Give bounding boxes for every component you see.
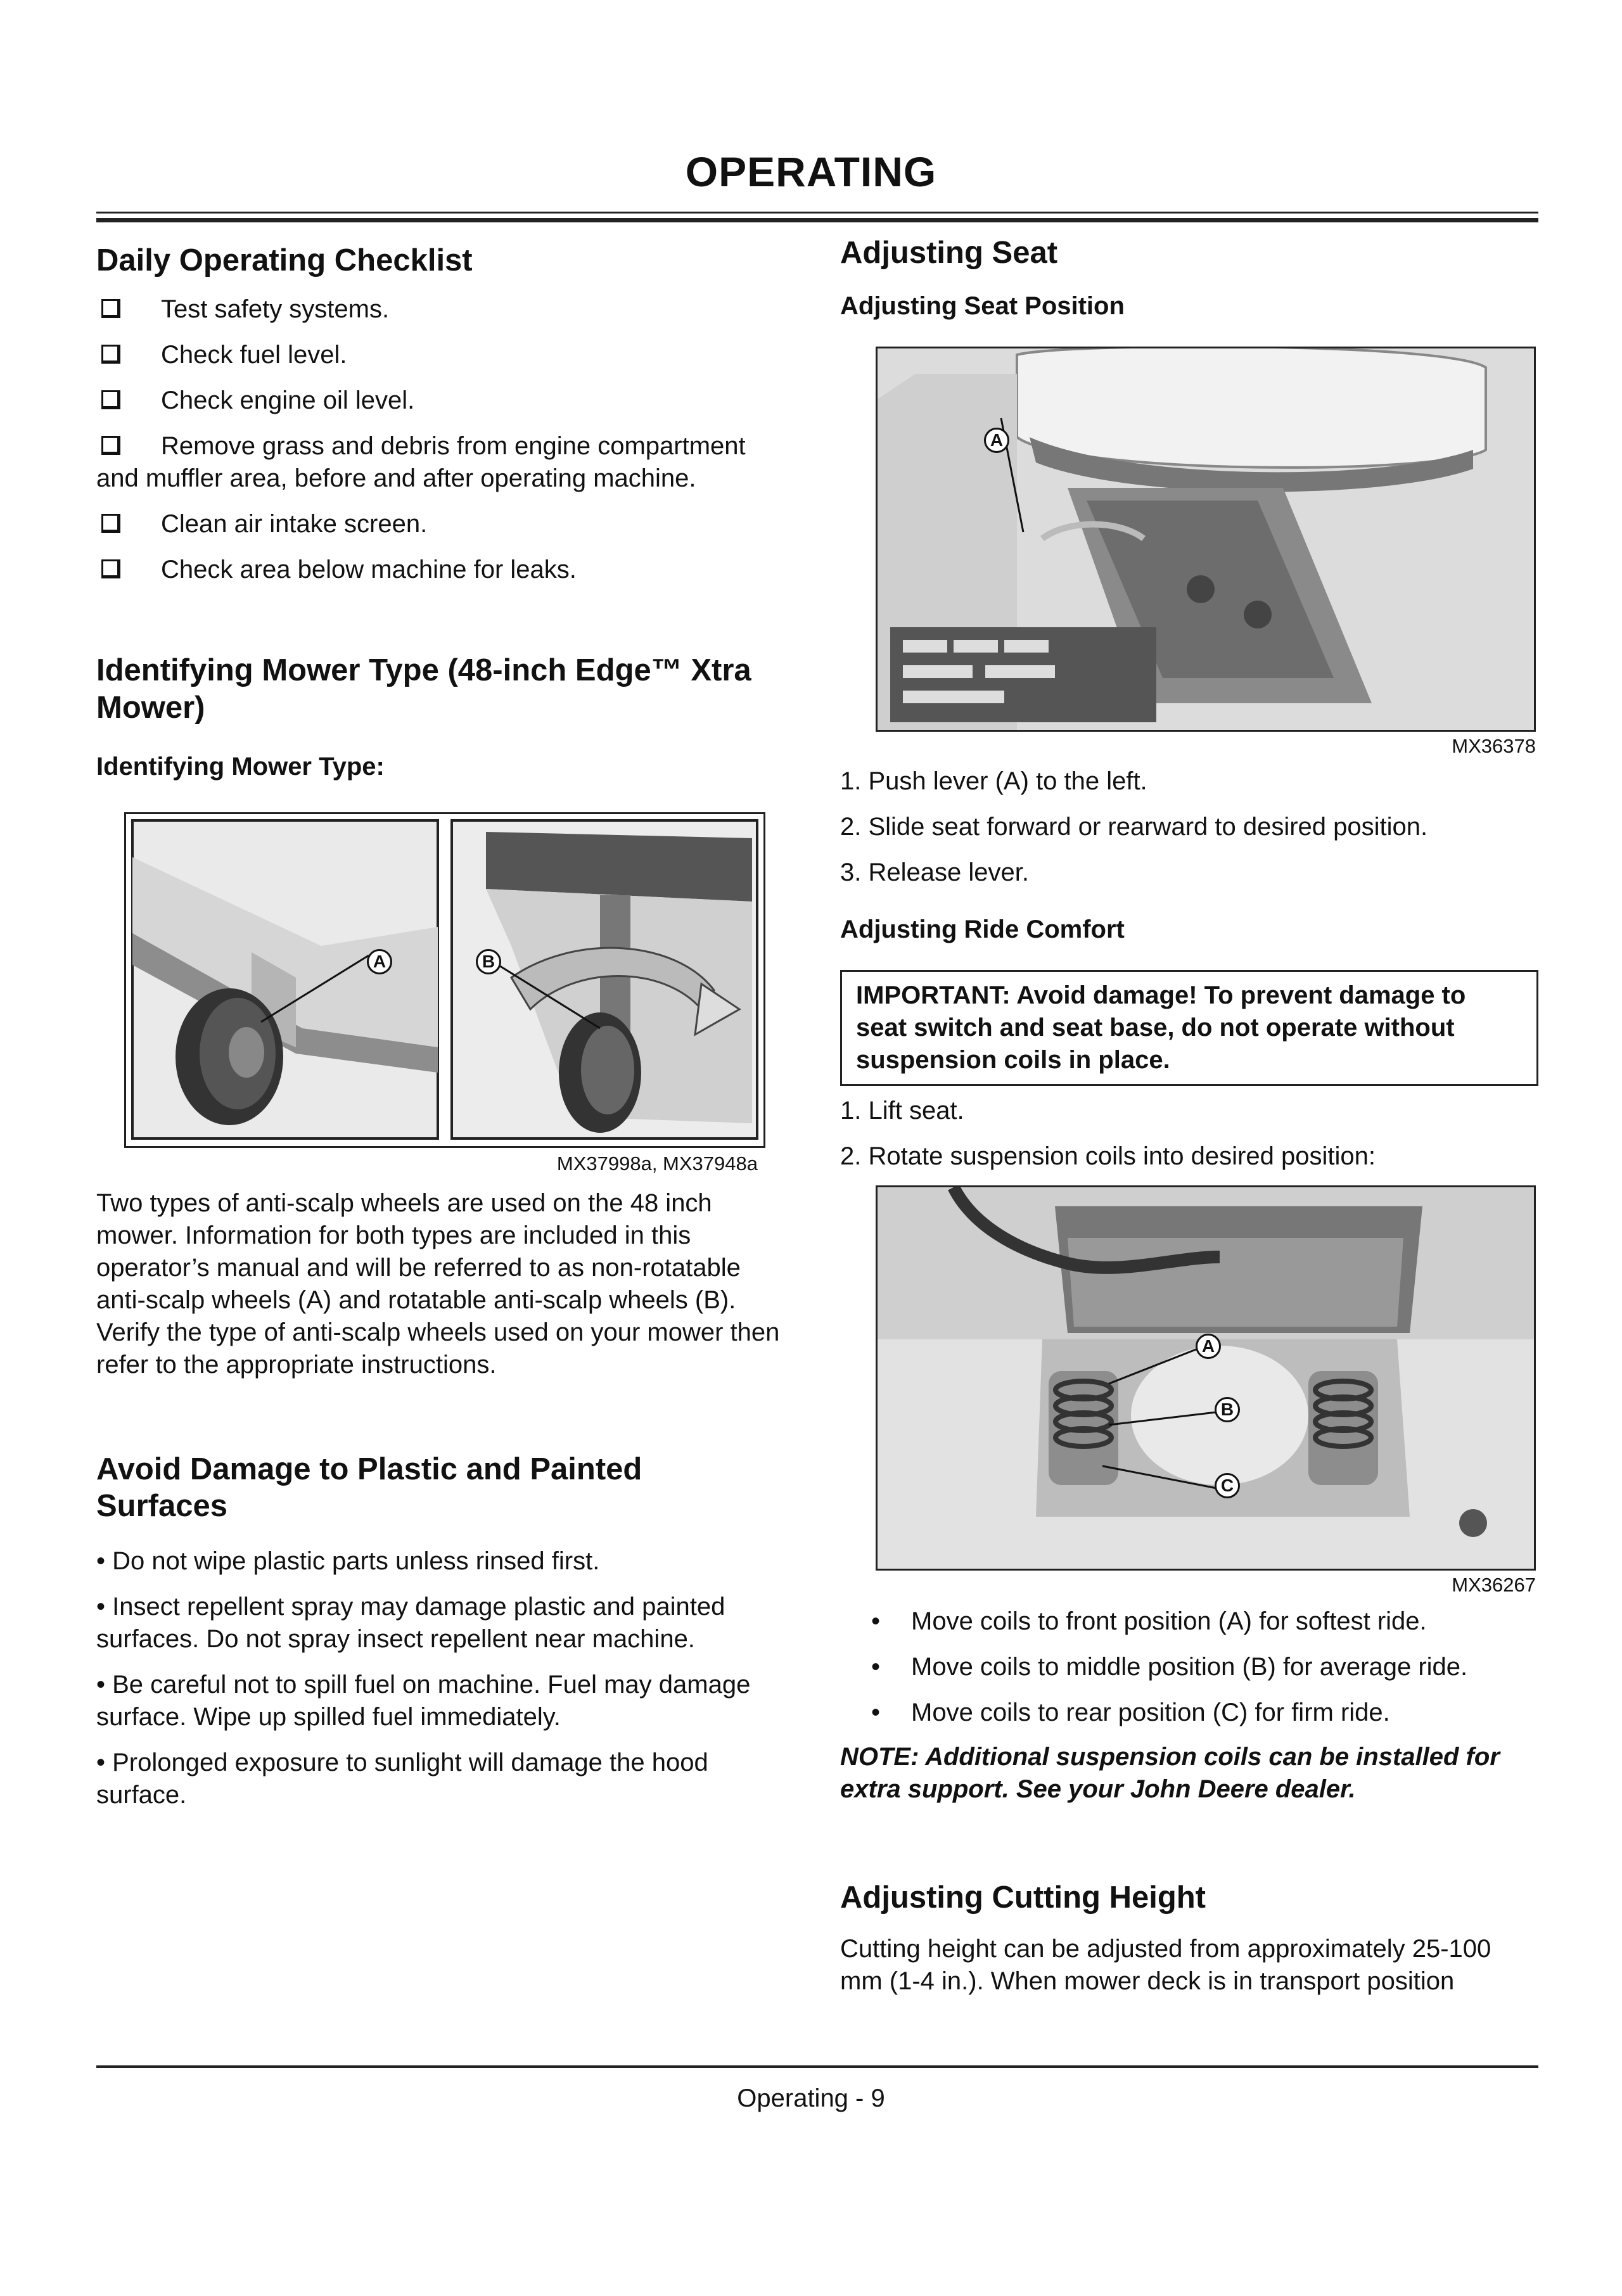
figure-frame: [876, 347, 1536, 732]
checklist-item-text: Check area below machine for leaks.: [161, 555, 577, 584]
callout-b: B: [476, 949, 501, 974]
checkbox-icon: [101, 390, 120, 409]
page-title: OPERATING: [685, 148, 937, 195]
adjusting-seat-heading: Adjusting Seat: [840, 236, 1058, 270]
suspension-coils-illustration: [878, 1187, 1534, 1569]
anti-scalp-wheels-illustration: [131, 819, 758, 1141]
mower-type-subheading: Identifying Mower Type:: [96, 753, 385, 781]
seat-position-subheading: Adjusting Seat Position: [840, 291, 1125, 320]
figure-frame: [124, 812, 765, 1148]
callout-b: B: [1215, 1397, 1240, 1422]
bullet-icon: •: [871, 1699, 880, 1727]
checkbox-icon: [101, 436, 120, 455]
figure-caption: MX37998a, MX37948a: [556, 1152, 758, 1175]
seat-position-figure: [876, 347, 1536, 758]
seat-lever-illustration: [878, 348, 1534, 730]
bullet-icon: •: [871, 1607, 880, 1636]
left-column: [96, 234, 784, 1825]
avoid-damage-item: • Do not wipe plastic parts unless rinsed first.: [96, 1547, 600, 1576]
seat-position-steps: [840, 765, 1538, 889]
checkbox-icon: [101, 559, 120, 578]
right-column: [840, 234, 1538, 1998]
page-number: Operating - 9: [737, 2084, 885, 2112]
checklist-heading: Daily Operating Checklist: [96, 243, 473, 277]
checklist-item-text: Test safety systems.: [161, 295, 390, 323]
avoid-damage-item: • Be careful not to spill fuel on machine. Fuel may damage surface. Wipe up spilled fuel immediately.: [96, 1671, 751, 1732]
callout-a: A: [984, 428, 1009, 453]
checklist-item-text: Clean air intake screen.: [161, 509, 428, 538]
ride-comfort-subheading: Adjusting Ride Comfort: [840, 915, 1125, 943]
figure-caption: MX36267: [1452, 1573, 1536, 1596]
checkbox-icon: [101, 514, 120, 533]
checklist-item-text: Check engine oil level.: [161, 386, 415, 414]
checklist-item: [96, 339, 784, 371]
coil-position-item: [840, 1651, 1538, 1683]
checklist-item: [96, 554, 784, 586]
step: 2. Rotate suspension coils into desired position:: [840, 1142, 1376, 1170]
checklist: [96, 293, 784, 586]
footer-rule: [96, 2065, 1538, 2068]
avoid-damage-heading: Avoid Damage to Plastic and Painted Surfaces: [96, 1451, 642, 1524]
step: 1. Lift seat.: [840, 1096, 964, 1125]
cutting-height-heading: Adjusting Cutting Height: [840, 1880, 1206, 1915]
figure-frame: [876, 1185, 1536, 1571]
coil-positions-list: [840, 1605, 1538, 1729]
checklist-item: [96, 293, 784, 326]
callout-c: C: [1215, 1473, 1240, 1498]
avoid-damage-item: • Prolonged exposure to sunlight will damage the hood surface.: [96, 1749, 708, 1809]
callout-a: A: [1196, 1334, 1221, 1359]
mower-type-body: Two types of anti-scalp wheels are used on the 48 inch mower. Information for both types are included in this operator’s manual and will be referred to as non-rotatable anti-scalp wheels (A) and rotatable anti-scalp wheels (B). Verify the type of anti-scalp wheels used on your mower then refer to the appropriate instructions.: [96, 1189, 780, 1379]
callout-a: A: [367, 949, 392, 974]
coil-position-text: Move coils to front position (A) for softest ride.: [911, 1607, 1427, 1636]
mower-type-figure: [124, 812, 765, 1175]
ride-comfort-steps: [840, 1095, 1538, 1173]
checkbox-icon: [101, 299, 120, 318]
checklist-item: [96, 508, 784, 540]
cutting-height-body: Cutting height can be adjusted from approximately 25-100 mm (1-4 in.). When mower deck is in transport position: [840, 1934, 1491, 1995]
important-notice: IMPORTANT: Avoid damage! To prevent damage to seat switch and seat base, do not operate without suspension coils in place.: [840, 970, 1538, 1086]
coil-position-text: Move coils to rear position (C) for firm ride.: [911, 1699, 1390, 1727]
coil-position-text: Move coils to middle position (B) for average ride.: [911, 1653, 1468, 1681]
figure-caption: MX36378: [1452, 734, 1536, 757]
avoid-damage-list: [96, 1545, 784, 1811]
checkbox-icon: [101, 345, 120, 364]
bullet-icon: •: [871, 1653, 880, 1681]
avoid-damage-item: • Insect repellent spray may damage plastic and painted surfaces. Do not spray insect repellent near machine.: [96, 1593, 725, 1654]
coil-position-item: [840, 1605, 1538, 1638]
step: 3. Release lever.: [840, 858, 1029, 886]
note: NOTE: Additional suspension coils can be installed for extra support. See your John Deere dealer.: [840, 1743, 1500, 1804]
header-rule-thin: [96, 212, 1538, 214]
step: 2. Slide seat forward or rearward to desired position.: [840, 812, 1428, 841]
checklist-item-text: Remove grass and debris from engine compartment and muffler area, before and after operating machine.: [96, 431, 746, 492]
mower-type-heading: Identifying Mower Type (48-inch Edge™ Xtra Mower): [96, 653, 751, 725]
header-rule-thick: [96, 218, 1538, 222]
coil-position-item: [840, 1697, 1538, 1729]
step: 1. Push lever (A) to the left.: [840, 767, 1147, 795]
suspension-coils-figure: [876, 1185, 1536, 1597]
checklist-item: [96, 385, 784, 417]
checklist-item-text: Check fuel level.: [161, 340, 347, 369]
checklist-item: [96, 430, 784, 495]
